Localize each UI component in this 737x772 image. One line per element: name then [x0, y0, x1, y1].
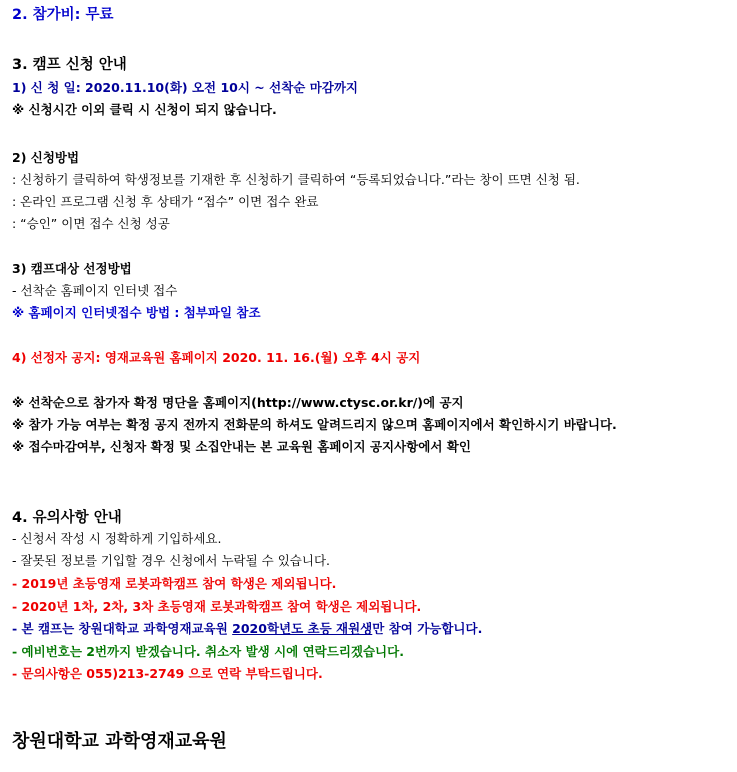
notice-line: ※ 선착순으로 참가자 확정 명단을 홈페이지(http://www.ctysc.or.kr/)에 공지	[12, 395, 464, 410]
fee-line	[12, 5, 114, 25]
caution-text: - 본 캠프는 창원대학교 과학영재교육원	[12, 621, 233, 636]
notice-line: ※ 접수마감여부, 신청자 확정 및 소집안내는 본 교육원 홈페이지 공지사항에서 확인	[12, 439, 471, 454]
fee-value: 무료	[85, 7, 114, 23]
selection-note: ※ 홈페이지 인터넷접수 방법 : 첨부파일 참조	[12, 305, 261, 320]
method-title: 2) 신청방법	[12, 150, 80, 165]
caution-line: - 잘못된 정보를 기입할 경우 신청에서 누락될 수 있습니다.	[12, 553, 330, 568]
section3-title: 3. 캠프 신청 안내	[12, 57, 127, 73]
fee-label: 2. 참가비:	[12, 7, 81, 23]
caution-text: 만 참여 가능합니다.	[372, 621, 483, 636]
caution-line: - 예비번호는 2번까지 받겠습니다. 취소자 발생 시에 연락드리겠습니다.	[12, 644, 404, 659]
section4-title: 4. 유의사항 안내	[12, 510, 122, 526]
caution-underlined-text: 2020학년도 초등 재원생	[232, 621, 373, 636]
selection-title: 3) 캠프대상 선정방법	[12, 261, 132, 276]
notice-line: ※ 참가 가능 여부는 확정 공지 전까지 전화문의 하셔도 알려드리지 않으며 홈페이지에서 확인하시기 바랍니다.	[12, 417, 617, 432]
apply-time-note: ※ 신청시간 이외 클릭 시 신청이 되지 않습니다.	[12, 102, 277, 117]
caution-line	[12, 621, 482, 637]
caution-line: - 신청서 작성 시 정확하게 기입하세요.	[12, 531, 222, 546]
caution-line: - 문의사항은 055)213-2749 으로 연락 부탁드립니다.	[12, 666, 323, 681]
apply-date-line: 1) 신 청 일: 2020.11.10(화) 오전 10시 ~ 선착순 마감까지	[12, 80, 358, 95]
announce-line: 4) 선정자 공지: 영재교육원 홈페이지 2020. 11. 16.(월) 오후 4시 공지	[12, 350, 421, 365]
method-line: : “승인” 이면 접수 신청 성공	[12, 216, 170, 231]
caution-line: - 2019년 초등영재 로봇과학캠프 참여 학생은 제외됩니다.	[12, 576, 337, 591]
method-line: : 신청하기 클릭하여 학생정보를 기재한 후 신청하기 클릭하여 “등록되었습니다.”라는 창이 뜨면 신청 됨.	[12, 172, 580, 187]
organization-name: 창원대학교 과학영재교육원	[12, 731, 227, 752]
caution-line: - 2020년 1차, 2차, 3차 초등영재 로봇과학캠프 참여 학생은 제외됩니다.	[12, 599, 422, 614]
method-line: : 온라인 프로그램 신청 후 상태가 “접수” 이면 접수 완료	[12, 194, 319, 209]
selection-line: - 선착순 홈페이지 인터넷 접수	[12, 283, 178, 298]
